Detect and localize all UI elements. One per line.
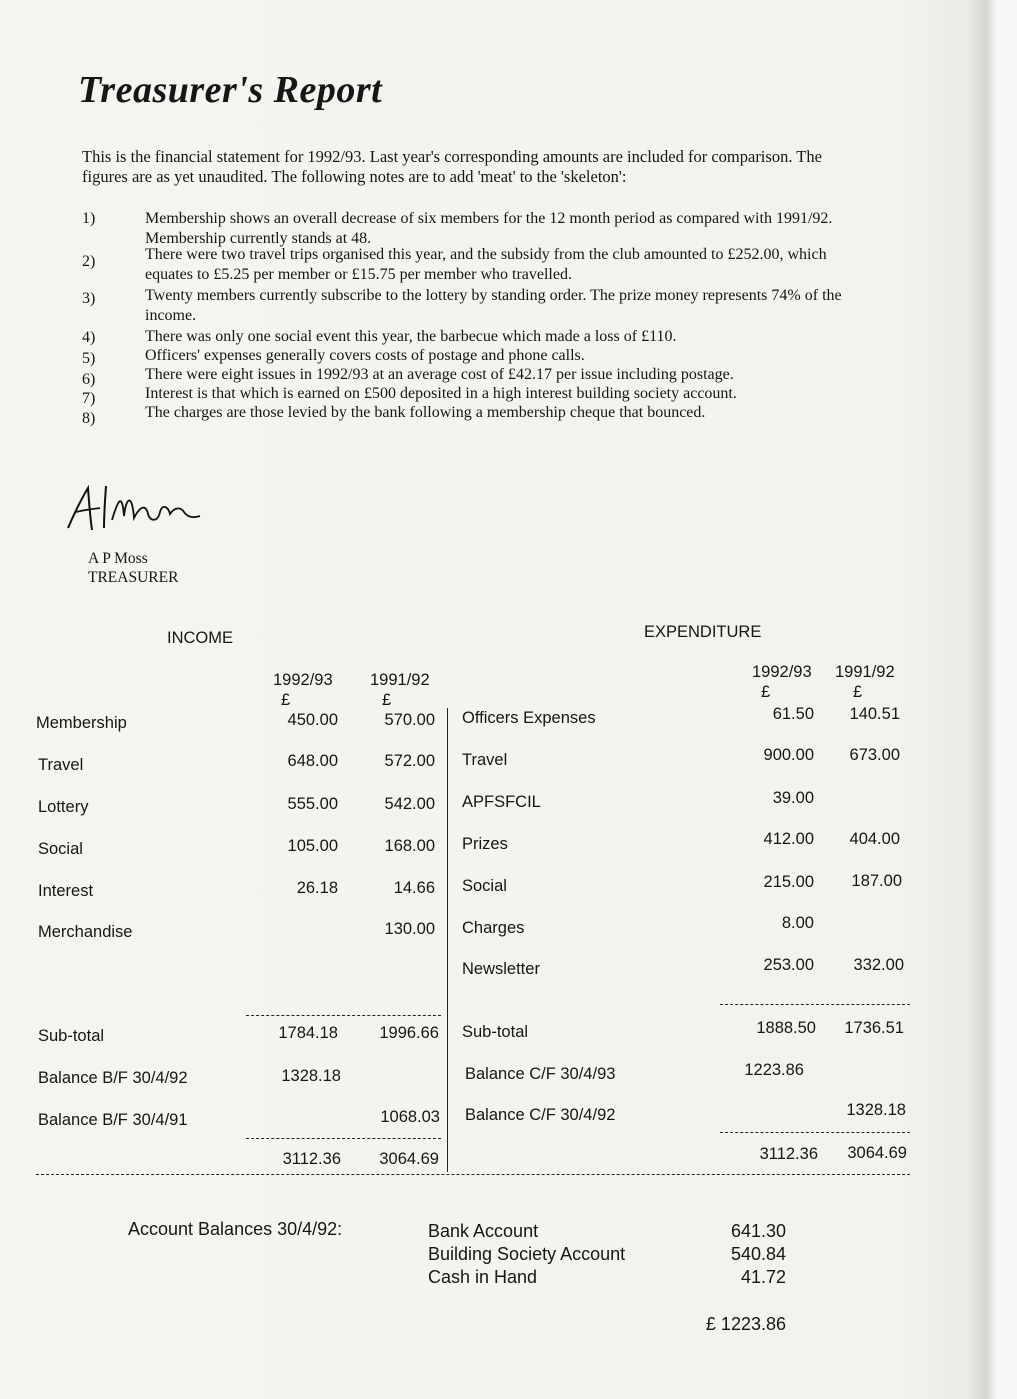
note-number: 5) bbox=[82, 350, 96, 367]
expenditure-value-b: 332.00 bbox=[853, 956, 904, 974]
income-value-b: 570.00 bbox=[384, 711, 435, 729]
note-number: 3) bbox=[82, 290, 96, 307]
note-number: 2) bbox=[82, 253, 96, 270]
dashed-separator bbox=[36, 1174, 910, 1175]
intro-paragraph: This is the financial statement for 1992/93. Last year's corresponding amounts are included for comparison. The figures are as yet unaudited. The following notes are to add 'meat' to the 'skeleton': bbox=[82, 147, 822, 186]
income-balance-value: 1068.03 bbox=[380, 1108, 440, 1126]
currency-symbol: £ bbox=[853, 683, 863, 701]
expenditure-label: Social bbox=[462, 877, 507, 895]
income-label: Social bbox=[38, 840, 83, 858]
expenditure-label: APFSFCIL bbox=[462, 793, 541, 811]
dashed-rule bbox=[720, 1004, 910, 1005]
income-value-a: 648.00 bbox=[287, 752, 338, 770]
expenditure-value-a: 215.00 bbox=[763, 873, 814, 891]
dashed-rule bbox=[246, 1015, 441, 1016]
income-balance-label: Balance B/F 30/4/92 bbox=[38, 1069, 188, 1087]
expenditure-year-b: 1991/92 bbox=[835, 663, 895, 681]
account-label: Cash in Hand bbox=[428, 1267, 538, 1287]
expenditure-value-a: 39.00 bbox=[772, 789, 814, 807]
note-text: Membership shows an overall decrease of six members for the 12 month period as compared with 1991/92. Membership currently stands at 48. bbox=[145, 210, 833, 247]
income-value-a: 105.00 bbox=[287, 837, 338, 855]
note-number: 1) bbox=[82, 210, 96, 227]
income-label: Interest bbox=[38, 882, 94, 900]
income-balance-value: 1328.18 bbox=[281, 1067, 341, 1085]
note-text: There were eight issues in 1992/93 at an average cost of £42.17 per issue including postage. bbox=[145, 366, 734, 383]
income-year-b: 1991/92 bbox=[370, 671, 430, 689]
expenditure-label: Newsletter bbox=[462, 960, 540, 978]
account-value: 41.72 bbox=[740, 1267, 786, 1287]
income-value-a: 450.00 bbox=[287, 711, 338, 729]
currency-symbol: £ bbox=[281, 691, 291, 709]
expenditure-value-b: 140.51 bbox=[849, 705, 900, 723]
signatory-name: A P Moss bbox=[88, 550, 148, 567]
expenditure-heading: EXPENDITURE bbox=[644, 623, 762, 641]
signature bbox=[62, 478, 212, 540]
income-subtotal-b: 1996.66 bbox=[379, 1024, 439, 1042]
expenditure-total-a: 3112.36 bbox=[759, 1145, 818, 1163]
expenditure-subtotal-b: 1736.51 bbox=[844, 1019, 904, 1037]
income-balance-label: Balance B/F 30/4/91 bbox=[38, 1111, 188, 1129]
income-year-a: 1992/93 bbox=[273, 671, 333, 689]
income-label: Merchandise bbox=[38, 923, 133, 941]
income-subtotal-a: 1784.18 bbox=[278, 1024, 338, 1042]
income-value-b: 542.00 bbox=[384, 795, 435, 813]
income-heading: INCOME bbox=[167, 629, 233, 647]
expenditure-label: Charges bbox=[462, 919, 525, 937]
income-value-a: 26.18 bbox=[296, 879, 338, 897]
expenditure-subtotal-label: Sub-total bbox=[462, 1023, 529, 1041]
note-text: The charges are those levied by the bank following a membership cheque that bounced. bbox=[145, 404, 706, 421]
income-subtotal-label: Sub-total bbox=[38, 1027, 105, 1045]
page-title: Treasurer's Report bbox=[78, 69, 383, 111]
expenditure-value-a: 253.00 bbox=[763, 956, 814, 974]
account-value: 641.30 bbox=[730, 1221, 786, 1241]
income-value-b: 168.00 bbox=[384, 837, 435, 855]
account-balances-total: £ 1223.86 bbox=[705, 1314, 786, 1334]
expenditure-balance-label: Balance C/F 30/4/92 bbox=[465, 1106, 616, 1124]
note-number: 4) bbox=[82, 329, 96, 346]
note-text: There were two travel trips organised this year, and the subsidy from the club amounted to £252.00, which equates to £5.25 per member or £15.75 per member who travelled. bbox=[145, 246, 827, 283]
expenditure-value-b: 673.00 bbox=[849, 746, 900, 764]
dashed-rule bbox=[246, 1138, 441, 1139]
column-divider bbox=[447, 708, 448, 1172]
note-text: There was only one social event this year, the barbecue which made a loss of £110. bbox=[145, 328, 677, 345]
income-value-b: 130.00 bbox=[384, 920, 435, 938]
signatory-role: TREASURER bbox=[88, 569, 179, 586]
income-label: Membership bbox=[36, 714, 127, 732]
expenditure-label: Travel bbox=[462, 751, 508, 769]
expenditure-label: Officers Expenses bbox=[462, 709, 596, 727]
expenditure-subtotal-a: 1888.50 bbox=[756, 1019, 816, 1037]
income-value-a: 555.00 bbox=[287, 795, 338, 813]
currency-symbol: £ bbox=[382, 691, 392, 709]
expenditure-balance-value: 1223.86 bbox=[744, 1061, 804, 1079]
account-value: 540.84 bbox=[730, 1244, 786, 1264]
expenditure-value-b: 187.00 bbox=[851, 872, 902, 890]
income-value-b: 572.00 bbox=[384, 752, 435, 770]
dashed-rule bbox=[720, 1132, 910, 1133]
expenditure-label: Prizes bbox=[462, 835, 508, 853]
note-number: 7) bbox=[82, 390, 96, 407]
currency-symbol: £ bbox=[761, 683, 771, 701]
note-number: 6) bbox=[82, 371, 96, 388]
expenditure-value-a: 900.00 bbox=[763, 746, 814, 764]
account-balances-heading: Account Balances 30/4/92: bbox=[128, 1219, 343, 1239]
expenditure-balance-value: 1328.18 bbox=[846, 1101, 906, 1119]
note-text: Twenty members currently subscribe to the lottery by standing order. The prize money represents 74% of the income. bbox=[145, 287, 842, 324]
expenditure-value-a: 412.00 bbox=[763, 830, 814, 848]
expenditure-value-a: 61.50 bbox=[772, 705, 814, 723]
income-label: Lottery bbox=[38, 798, 89, 816]
expenditure-year-a: 1992/93 bbox=[752, 663, 812, 681]
income-total-b: 3064.69 bbox=[379, 1150, 439, 1168]
income-total-a: 3112.36 bbox=[282, 1150, 341, 1168]
note-text: Interest is that which is earned on £500 deposited in a high interest building society account. bbox=[145, 385, 737, 402]
expenditure-value-b: 404.00 bbox=[849, 830, 900, 848]
expenditure-total-b: 3064.69 bbox=[847, 1144, 907, 1162]
note-number: 8) bbox=[82, 410, 96, 427]
income-value-b: 14.66 bbox=[393, 879, 435, 897]
note-text: Officers' expenses generally covers costs of postage and phone calls. bbox=[145, 347, 585, 364]
expenditure-balance-label: Balance C/F 30/4/93 bbox=[465, 1065, 616, 1083]
expenditure-value-a: 8.00 bbox=[781, 914, 814, 932]
account-label: Building Society Account bbox=[428, 1244, 626, 1264]
income-label: Travel bbox=[38, 756, 84, 774]
account-label: Bank Account bbox=[428, 1221, 539, 1241]
